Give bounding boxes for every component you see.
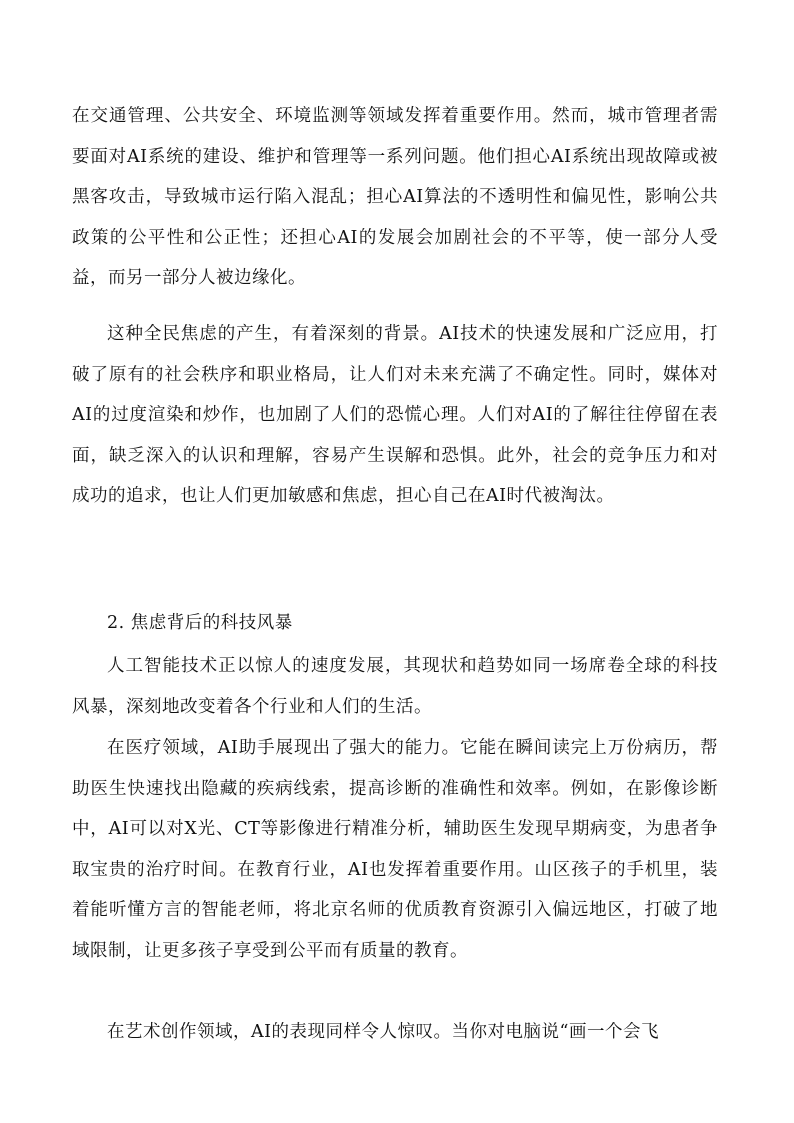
- section-heading: 2. 焦虑背后的科技风暴: [107, 613, 293, 633]
- paragraph-art-creation: 在艺术创作领域，AI的表现同样令人惊叹。当你对电脑说“画一个会飞: [107, 1022, 659, 1042]
- paragraph-medical-education: 在医疗领域，AI助手展现出了强大的能力。它能在瞬间读完上万份病历，帮助医生快速找出隐藏的疾病线索，提高诊断的准确性和效率。例如，在影像诊断中，AI可以对X光、CT等影像进行精准分析，辅助医生发现早期病变，为患者争取宝贵的治疗时间。在教育行业，AI也发挥着重要作用。山区孩子的手机里，装着能听懂方言的智能老师，将北京名师的优质教育资源引入偏远地区，打破了地域限制，让更多孩子享受到公平而有质量的教育。: [72, 738, 718, 961]
- paragraph-ai-storm-intro: 人工智能技术正以惊人的速度发展，其现状和趋势如同一场席卷全球的科技风暴，深刻地改变着各个行业和人们的生活。: [72, 656, 718, 717]
- paragraph-anxiety-background: 这种全民焦虑的产生，有着深刻的背景。AI技术的快速发展和广泛应用，打破了原有的社会秩序和职业格局，让人们对未来充满了不确定性。同时，媒体对AI的过度渲染和炒作，也加剧了人们的恐慌心理。人们对AI的了解往往停留在表面，缺乏深入的认识和理解，容易产生误解和恐惧。此外，社会的竞争压力和对成功的追求，也让人们更加敏感和焦虑，担心自己在AI时代被淘汰。: [72, 324, 718, 506]
- paragraph-urban-management: 在交通管理、公共安全、环境监测等领域发挥着重要作用。然而，城市管理者需要面对AI系统的建设、维护和管理等一系列问题。他们担心AI系统出现故障或被黑客攻击，导致城市运行陷入混乱；担心AI算法的不透明性和偏见性，影响公共政策的公平性和公正性；还担心AI的发展会加剧社会的不平等，使一部分人受益，而另一部分人被边缘化。: [72, 106, 718, 288]
